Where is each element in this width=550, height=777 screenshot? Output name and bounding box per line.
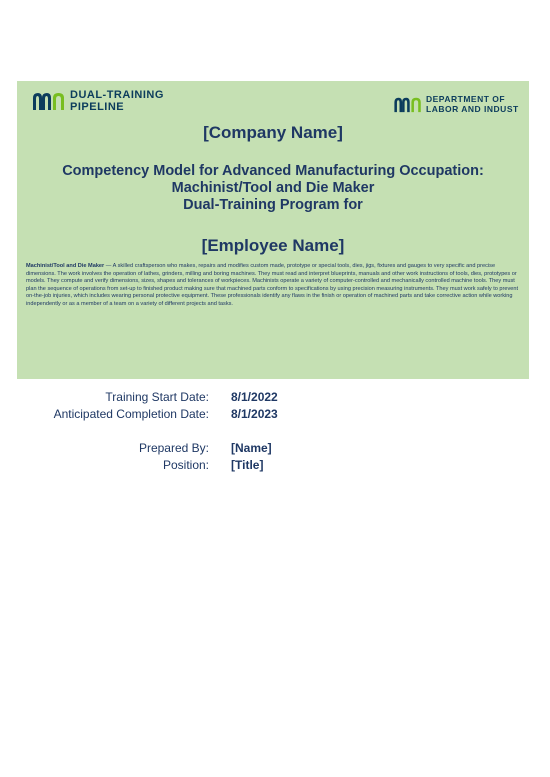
logo-line-1: DEPARTMENT OF bbox=[426, 94, 506, 104]
mn-logo-icon bbox=[393, 96, 423, 113]
mn-logo-icon bbox=[32, 91, 66, 111]
training-start-row bbox=[0, 390, 550, 406]
position-label: Position: bbox=[162, 458, 209, 472]
logo-wordmark bbox=[70, 89, 164, 113]
description-text: — A skilled craftsperson who makes, repairs and modifies custom made, prototype or special tools, dies, jigs, fixtures and gauges to very specific and precise dimensions. The work involves the operation of lathes, grinders, milling and boring machines. They must read and interpret blueprints, manuals and other work instructions of tools, dies, prototypes or models. They compute and verify dimensions, sizes, shapes and tolerances of workpieces. Machinists operate a variety of computer-controlled and mechanically controlled machine tools. They must plan the sequence of operations from set-up to finished product making sure that machined parts conform to specifications by using precision measuring instruments. They must work safely to prevent on-the-job injuries, which includes wearing personal protective equipment. These professionals identify any flaws in the finish or operation of machined parts and take corrective action while working independently or as a member of a team on a variety of different projects and tasks. bbox=[26, 263, 519, 307]
occupation-description bbox=[26, 263, 523, 309]
logo-line-1: DUAL-TRAINING bbox=[70, 89, 164, 101]
prepared-by-value: [Name] bbox=[231, 441, 272, 455]
document-title bbox=[17, 163, 529, 214]
position-value: [Title] bbox=[231, 458, 264, 472]
title-line-1: Competency Model for Advanced Manufacturing Occupation: bbox=[62, 163, 484, 179]
department-of-labor-logo bbox=[393, 94, 519, 114]
position-row bbox=[0, 458, 550, 474]
header-banner bbox=[17, 81, 529, 379]
title-line-2: Machinist/Tool and Die Maker bbox=[171, 180, 375, 196]
completion-date-row bbox=[0, 407, 550, 423]
training-start-label: Training Start Date: bbox=[105, 390, 209, 404]
prepared-by-row bbox=[0, 441, 550, 457]
logo-line-2: LABOR AND INDUST bbox=[426, 104, 519, 114]
company-name: [Company Name] bbox=[203, 123, 343, 142]
completion-date-value: 8/1/2023 bbox=[231, 407, 278, 421]
training-start-value: 8/1/2022 bbox=[231, 390, 278, 404]
title-line-3: Dual-Training Program for bbox=[183, 197, 363, 213]
completion-date-label: Anticipated Completion Date: bbox=[53, 407, 209, 421]
prepared-by-label: Prepared By: bbox=[138, 441, 209, 455]
logo-wordmark bbox=[426, 94, 519, 114]
dual-training-pipeline-logo bbox=[32, 89, 164, 113]
description-term: Machinist/Tool and Die Maker bbox=[26, 263, 105, 269]
logo-line-2: PIPELINE bbox=[70, 101, 125, 113]
employee-name: [Employee Name] bbox=[201, 236, 345, 255]
